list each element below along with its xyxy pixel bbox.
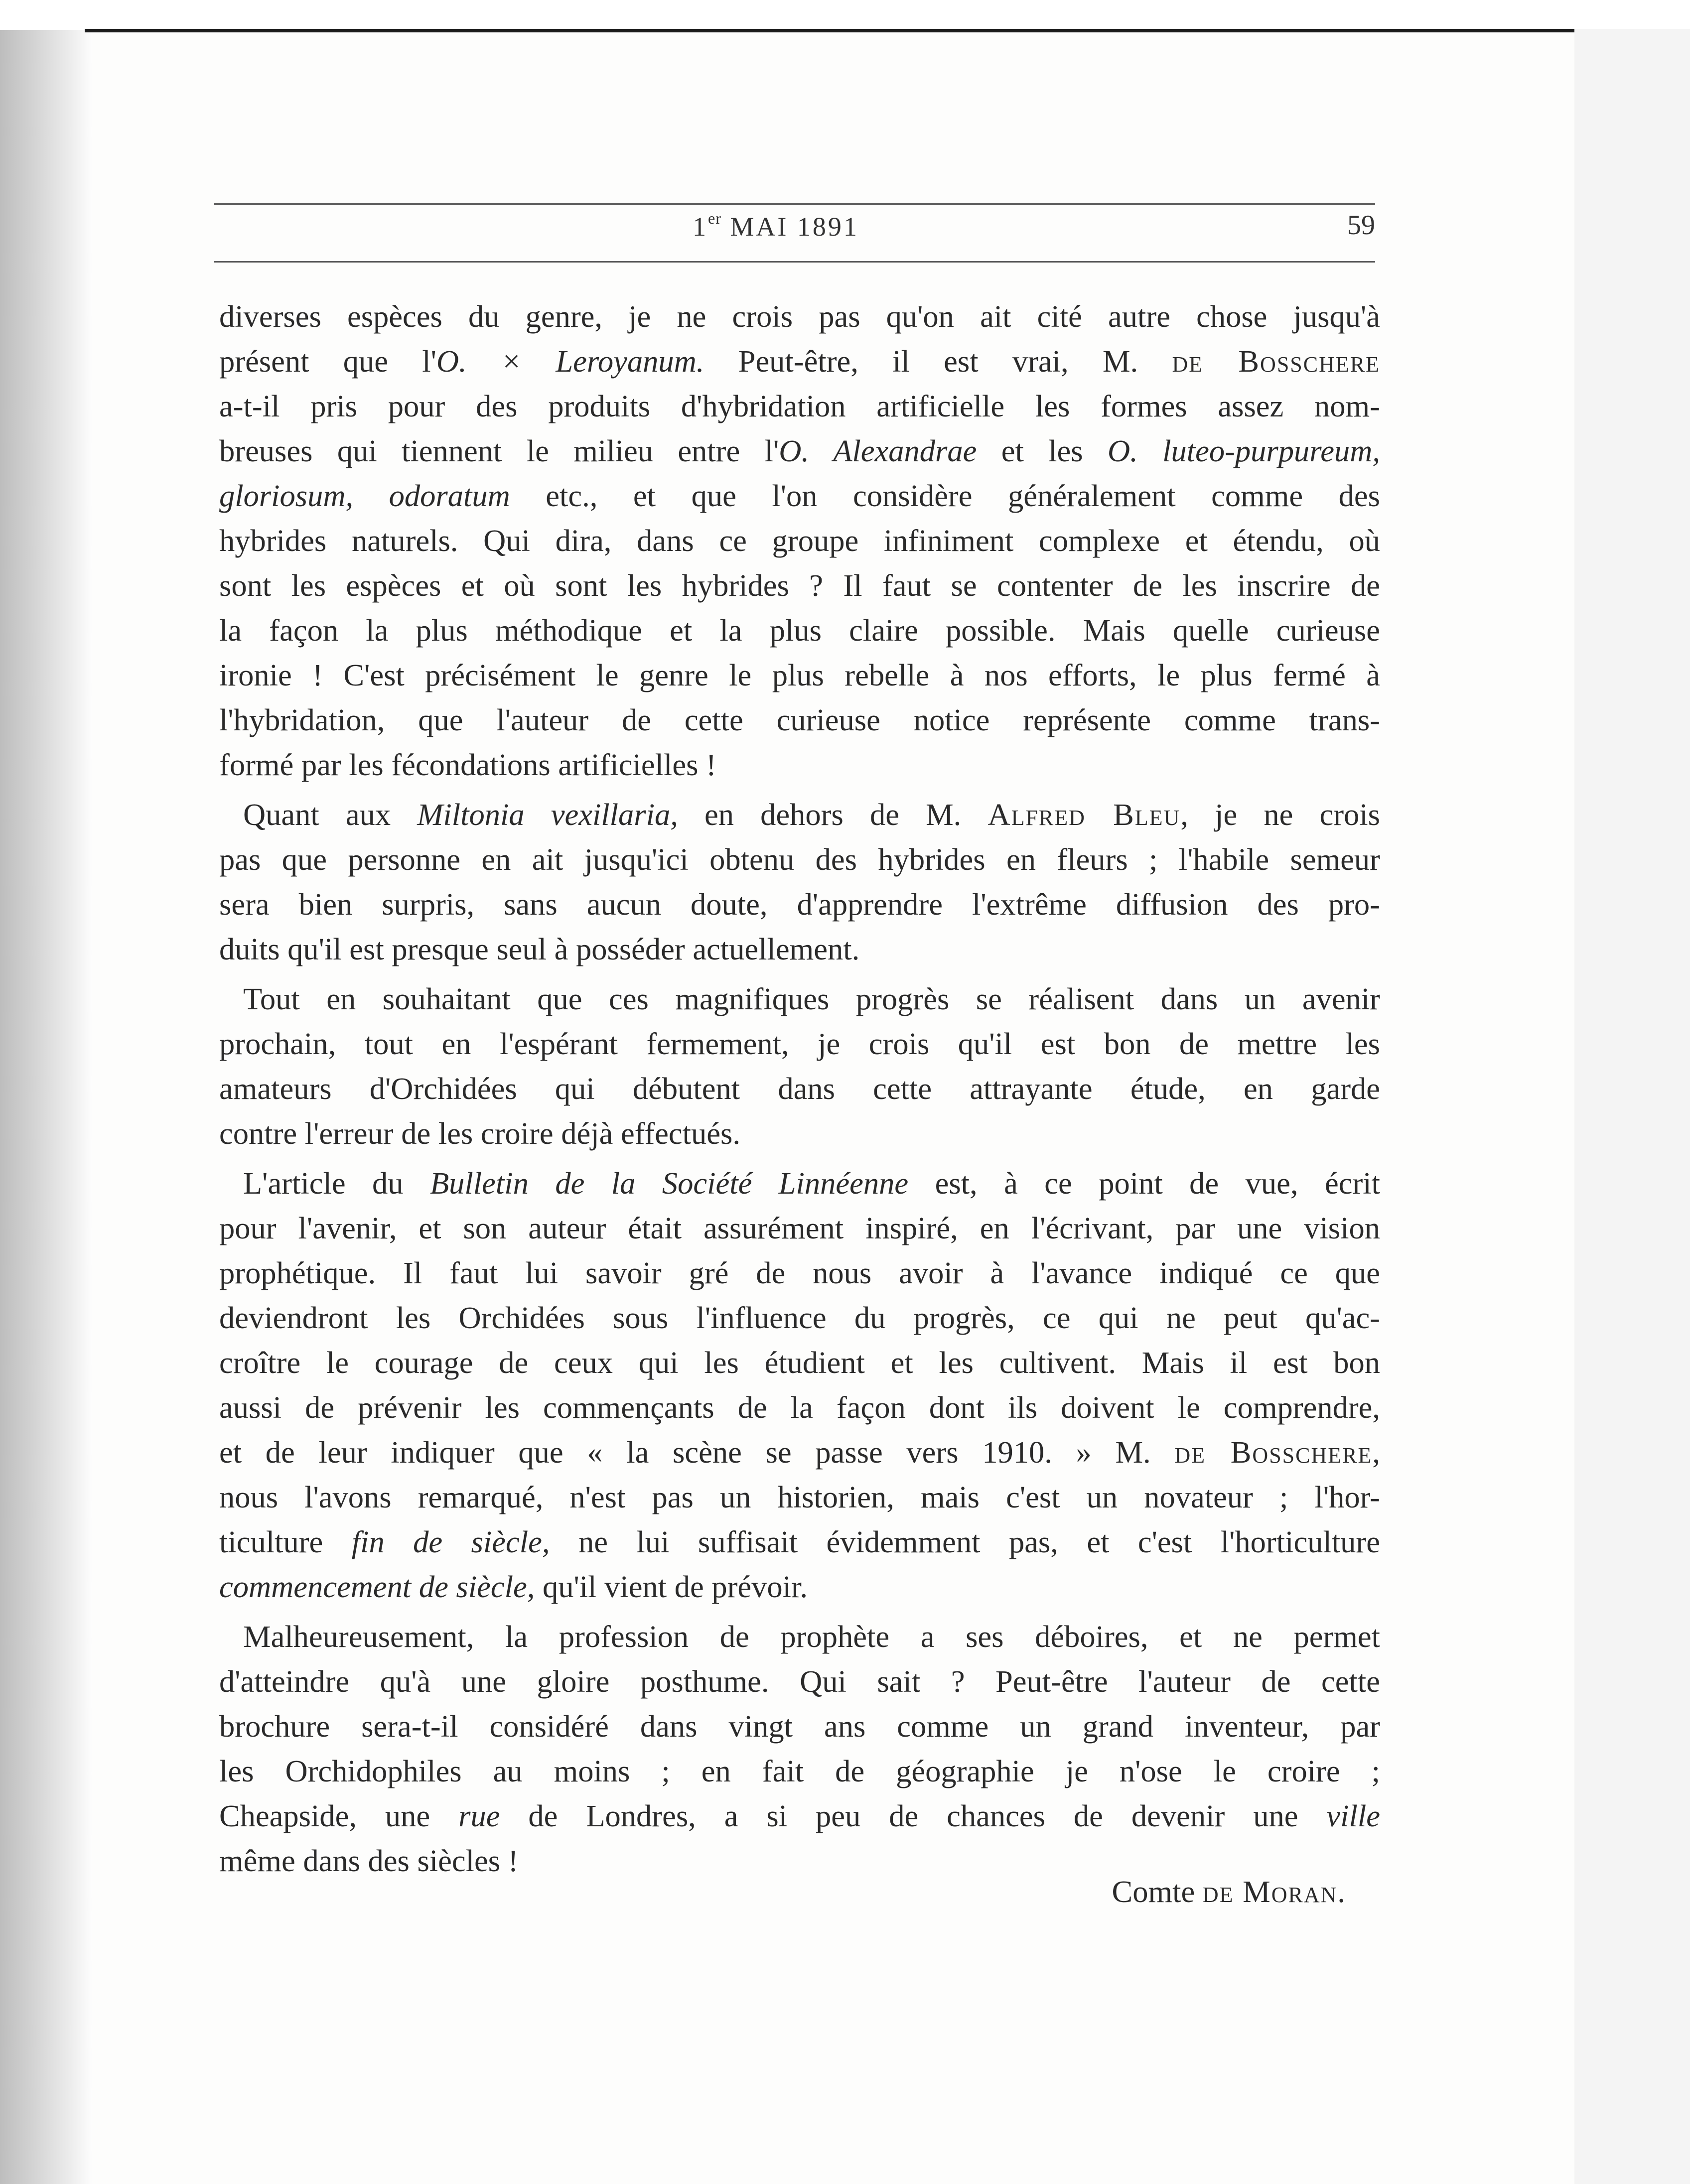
text-run: et de leur indiquer que « la scène se passe vers 1910. » M. [219,1435,1175,1470]
text-run: la façon la plus méthodique et la plus claire possible. Mais quelle curieuse [219,613,1380,648]
person-name: Alfred Bleu [987,797,1181,832]
text-line [219,1659,1380,1704]
text-run: formé par les fécondations artificielles ! [219,747,716,782]
text-run: présent que l' [219,344,436,379]
text-run: d'atteindre qu'à une gloire posthume. Qui sait ? Peut-être l'auteur de cette [219,1664,1380,1699]
emphasis: ville [1326,1798,1380,1833]
text-line [219,563,1380,608]
paragraph-gap [219,787,1380,792]
page-number: 59 [1347,210,1375,241]
text-line [219,1161,1380,1206]
species-name: gloriosum, odoratum [219,478,510,513]
text-line [219,518,1380,563]
emphasis: fin de siècle, [351,1524,550,1559]
text-run: nous l'avons remarqué, n'est pas un historien, mais c'est un novateur ; l'hor- [219,1480,1380,1514]
text-line [219,792,1380,837]
text-line [219,1206,1380,1250]
text-run: sera bien surpris, sans aucun doute, d'apprendre l'extrême diffusion des pro- [219,887,1380,922]
text-run: l'hybridation, que l'auteur de cette curieuse notice représente comme trans- [219,702,1380,737]
text-line [219,1475,1380,1519]
text-line [219,927,1380,971]
paragraph-gap [219,971,1380,976]
header-rule-bottom [214,261,1375,263]
text-run: hybrides naturels. Qui dira, dans ce groupe infiniment complexe et étendu, où [219,523,1380,558]
text-run: les Orchidophiles au moins ; en fait de géographie je n'ose le croire ; [219,1754,1380,1788]
text-line [219,1340,1380,1385]
text-run: prochain, tout en l'espérant fermement, je crois qu'il est bon de mettre les [219,1026,1380,1061]
text-run: deviendront les Orchidées sous l'influence du progrès, ce qui ne peut qu'ac- [219,1300,1380,1335]
species-name: O. × Leroyanum. [436,344,704,379]
text-run: de Londres, a si peu de chances de devenir une [500,1798,1327,1833]
page-header-date [693,209,1041,242]
header-rule-top [214,203,1375,205]
text-run: etc., et que l'on considère généralement comme des [510,478,1380,513]
text-run: diverses espèces du genre, je ne crois pas qu'on ait cité autre chose jusqu'à [219,299,1380,334]
text-run: Tout en souhaitant que ces magnifiques progrès se réalisent dans un avenir [243,981,1380,1016]
signature-period: . [1337,1874,1345,1909]
text-line [219,1295,1380,1340]
signature-title: Comte [1112,1874,1203,1909]
author-signature [1036,1869,1345,1914]
text-run: L'article du [243,1166,430,1201]
text-run: pas que personne en ait jusqu'ici obtenu des hybrides en fleurs ; l'habile semeur [219,842,1380,877]
text-run: Malheureusement, la profession de prophète a ses déboires, et ne permet [243,1619,1380,1654]
text-line [219,473,1380,518]
paragraph-gap [219,1609,1380,1614]
text-run: pour l'avenir, et son auteur était assurément inspiré, en l'écrivant, par une vision [219,1211,1380,1245]
text-line [219,697,1380,742]
text-line [219,1749,1380,1793]
species-name: Miltonia vexillaria, [417,797,678,832]
header-date-number: 1 [693,212,708,242]
text-line [219,1614,1380,1659]
text-run: croître le courage de ceux qui les étudient et les cultivent. Mais il est bon [219,1345,1380,1380]
scan-shadow-left [0,30,95,2184]
text-run: breuses qui tiennent le milieu entre l' [219,433,779,468]
text-line [219,1111,1380,1156]
text-line [219,294,1380,339]
text-line [219,1385,1380,1430]
paragraph-gap [219,1156,1380,1161]
text-run: en dehors de M. [678,797,988,832]
text-line [219,1704,1380,1749]
text-run: Peut-être, il est vrai, M. [704,344,1172,379]
text-line [219,837,1380,882]
text-run: sont les espèces et où sont les hybrides ? Il faut se contenter de les inscrire de [219,568,1380,603]
text-run: ne lui suffisait évidemment pas, et c'est l'horticulture [550,1524,1380,1559]
text-line [219,1430,1380,1475]
text-run: aussi de prévenir les commençants de la façon dont ils doivent le comprendre, [219,1390,1380,1425]
text-line [219,1250,1380,1295]
text-line [219,1793,1380,1838]
text-run: même dans des siècles ! [219,1843,519,1878]
person-name: de Bosschere [1174,1435,1373,1470]
text-line [219,1021,1380,1066]
text-run: amateurs d'Orchidées qui débutent dans cette attrayante étude, en garde [219,1071,1380,1106]
text-line [219,428,1380,473]
text-run: Cheapside, une [219,1798,459,1833]
text-line [219,1519,1380,1564]
emphasis: commencement de siècle, [219,1569,535,1604]
text-line [219,742,1380,787]
species-name: O. Alexandrae [779,433,977,468]
text-line [219,339,1380,384]
person-name: de Bosschere [1172,344,1380,379]
species-name: O. luteo-purpureum, [1108,433,1380,468]
scan-margin-right [1574,29,1690,2184]
text-run: est, à ce point de vue, écrit [908,1166,1380,1201]
header-date-text: MAI 1891 [721,212,859,242]
text-run: contre l'erreur de les croire déjà effectués. [219,1116,740,1151]
text-run: a-t-il pris pour des produits d'hybridation artificielle les formes assez nom- [219,389,1380,423]
header-date-superscript: er [708,209,721,227]
emphasis: rue [458,1798,500,1833]
publication-title: Bulletin de la Société Linnéenne [430,1166,909,1201]
text-line [219,976,1380,1021]
scan-top-edge [85,29,1574,32]
text-run: et les [977,433,1108,468]
text-run: ironie ! C'est précisément le genre le plus rebelle à nos efforts, le plus fermé à [219,658,1380,692]
text-run: duits qu'il est presque seul à posséder actuellement. [219,932,860,966]
text-run: qu'il vient de prévoir. [535,1569,808,1604]
text-run: brochure sera-t-il considéré dans vingt ans comme un grand inventeur, par [219,1709,1380,1744]
text-line [219,1066,1380,1111]
text-line [219,1564,1380,1609]
text-line [219,384,1380,428]
text-run: prophétique. Il faut lui savoir gré de nous avoir à l'avance indiqué ce que [219,1255,1380,1290]
text-run: , [1372,1435,1380,1470]
text-line [219,653,1380,697]
signature-name: de Moran [1202,1874,1338,1909]
text-run: , je ne crois [1180,797,1380,832]
text-run: ticulture [219,1524,352,1559]
text-line [219,882,1380,927]
text-run: Quant aux [243,797,418,832]
article-body [219,294,1380,1883]
text-line [219,608,1380,653]
